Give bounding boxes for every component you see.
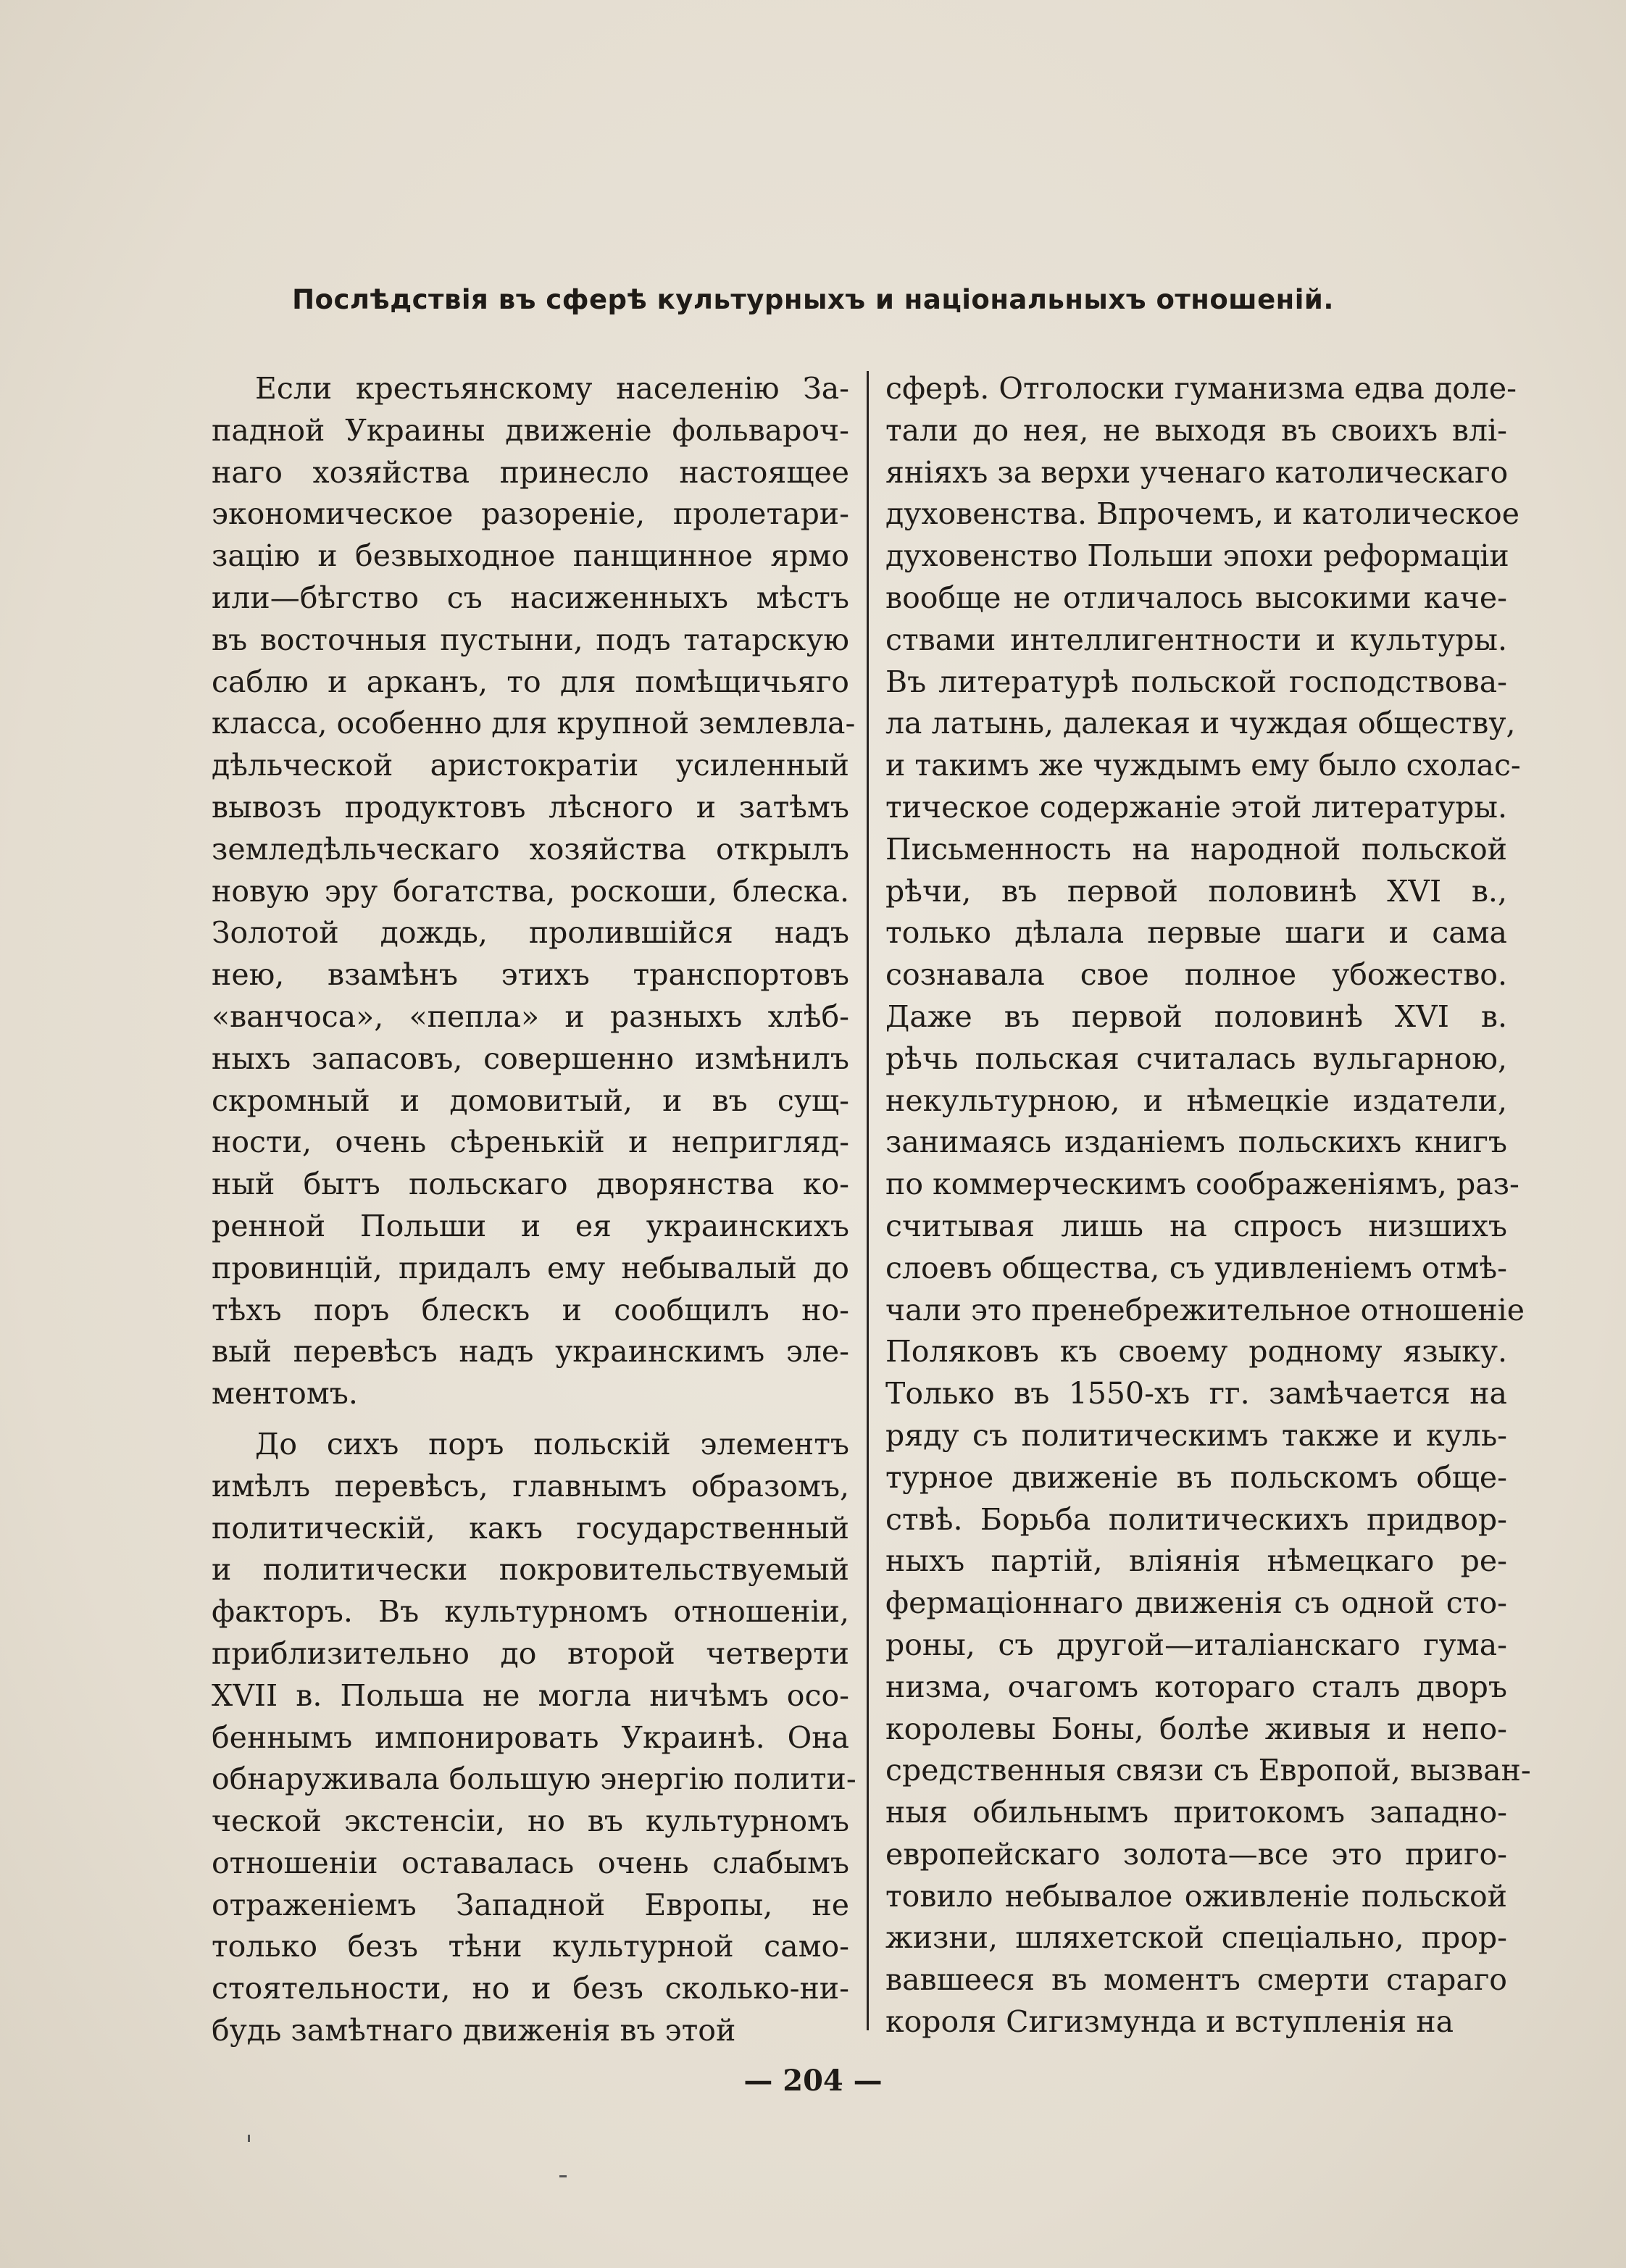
text-line: ный бытъ польскаго дворянства ко-	[212, 1167, 849, 1202]
left-column	[212, 368, 856, 2052]
text-line: только безъ тѣни культурной само-	[212, 1929, 849, 1964]
text-line: по коммерческимъ соображеніямъ, раз-	[885, 1167, 1519, 1202]
text-line: или—бѣгство съ насиженныхъ мѣстъ	[212, 580, 849, 615]
column-divider	[867, 371, 869, 2030]
text-line: Только въ 1550-хъ гг. замѣчается на	[885, 1376, 1507, 1412]
text-line: дѣльческой аристократіи усиленный	[212, 748, 849, 783]
text-line: «ванчоса», «пепла» и разныхъ хлѣб-	[212, 998, 849, 1034]
text-line: нею, взамѣнъ этихъ транспортовъ	[212, 957, 849, 993]
text-line: наго хозяйства принесло настоящее	[212, 454, 849, 490]
text-line: рѣчь польская считалась вульгарною,	[885, 1041, 1507, 1076]
text-line: короля Сигизмунда и вступленія на	[885, 2004, 1454, 2040]
text-line: яніяхъ за верхи ученаго католическаго	[885, 454, 1509, 490]
section-heading: Послѣдствія въ сферѣ культурныхъ и національныхъ отношеній.	[292, 284, 1334, 315]
text-line: класса, особенно для крупной землевла-	[212, 706, 856, 741]
text-line: скромный и домовитый, и въ сущ-	[212, 1083, 849, 1118]
text-line: ныхъ запасовъ, совершенно измѣнилъ	[212, 1041, 849, 1076]
text-line: товило небывалое оживленіе польской	[885, 1878, 1507, 1914]
text-line: будь замѣтнаго движенія въ этой	[212, 2013, 736, 2048]
text-line: отношеніи оставалась очень слабымъ	[212, 1845, 849, 1880]
text-line: приблизительно до второй четверти	[212, 1635, 849, 1671]
text-line: фермаціоннаго движенія съ одной сто-	[885, 1585, 1507, 1621]
text-line: Поляковъ къ своему родному языку.	[885, 1334, 1507, 1369]
text-line: жизни, шляхетской спеціально, прор-	[885, 1920, 1507, 1956]
text-line: ности, очень сѣренькій и непригляд-	[212, 1125, 849, 1160]
text-line: падной Украины движеніе фольвароч-	[212, 412, 849, 448]
text-line: ла латынь, далекая и чуждая обществу,	[885, 706, 1516, 741]
text-line: ствами интеллигентности и культуры.	[885, 622, 1507, 657]
text-line: XVII в. Польша не могла ничѣмъ осо-	[212, 1677, 849, 1713]
text-line: факторъ. Въ культурномъ отношеніи,	[212, 1594, 849, 1630]
text-line: тическое содержаніе этой литературы.	[885, 789, 1507, 825]
text-line: имѣлъ перевѣсъ, главнымъ образомъ,	[212, 1468, 849, 1504]
text-line: роны, съ другой—италіанскаго гума-	[885, 1627, 1507, 1662]
text-line: вообще не отличалось высокими каче-	[885, 580, 1507, 615]
text-line: турное движеніе въ польскомъ обще-	[885, 1459, 1507, 1495]
text-line: зацію и безвыходное панщинное ярмо	[212, 538, 849, 574]
text-line: рѣчи, въ первой половинѣ XVI в.,	[885, 873, 1507, 909]
text-line: новую эру богатства, роскоши, блеска.	[212, 873, 849, 909]
text-line: вый перевѣсъ надъ украинскимъ эле-	[212, 1334, 849, 1369]
text-line: тѣхъ поръ блескъ и сообщилъ но-	[212, 1292, 849, 1327]
text-line: саблю и арканъ, то для помѣщичьяго	[212, 664, 849, 699]
text-line: духовенство Польши эпохи реформаціи	[885, 538, 1509, 574]
text-line: въ восточныя пустыни, подъ татарскую	[212, 622, 849, 657]
text-line: Письменность на народной польской	[885, 831, 1507, 867]
text-line: ренной Польши и ея украинскихъ	[212, 1208, 849, 1243]
paragraph-1	[212, 368, 856, 1415]
text-line: только дѣлала первые шаги и сама	[885, 915, 1507, 951]
text-line: ческой экстенсіи, но въ культурномъ	[212, 1804, 849, 1839]
text-line: королевы Боны, болѣе живыя и непо-	[885, 1711, 1507, 1746]
text-line: занимаясь изданіемъ польскихъ книгъ	[885, 1125, 1507, 1160]
text-line: ныхъ партій, вліянія нѣмецкаго ре-	[885, 1543, 1507, 1579]
text-line: средственныя связи съ Европой, вызван-	[885, 1753, 1531, 1788]
text-line: чали это пренебрежительное отношеніе	[885, 1292, 1525, 1327]
right-column	[885, 368, 1531, 2043]
text-line: ствѣ. Борьба политическихъ придвор-	[885, 1501, 1507, 1537]
text-line: Золотой дождь, пролившійся надъ	[212, 915, 849, 951]
text-line: До сихъ поръ польскій элементъ	[255, 1426, 849, 1462]
text-line: сознавала свое полное убожество.	[885, 957, 1507, 993]
text-line: вывозъ продуктовъ лѣсного и затѣмъ	[212, 789, 849, 825]
text-line: Если крестьянскому населенію За-	[255, 371, 849, 406]
text-line: провинцій, придалъ ему небывалый до	[212, 1250, 849, 1285]
text-line: отраженіемъ Западной Европы, не	[212, 1887, 849, 1922]
paper-speck	[248, 2135, 250, 2142]
text-line: духовенства. Впрочемъ, и католическое	[885, 496, 1519, 532]
text-line: ментомъ.	[212, 1376, 358, 1412]
text-line: экономическое разореніе, пролетари-	[212, 496, 849, 532]
text-line: европейскаго золота—все это приго-	[885, 1836, 1507, 1872]
text-line: Въ литературѣ польской господствова-	[885, 664, 1507, 699]
text-line: и такимъ же чуждымъ ему было схолас-	[885, 748, 1521, 783]
text-line: ряду съ политическимъ также и куль-	[885, 1417, 1507, 1453]
text-line: некультурною, и нѣмецкіе издатели,	[885, 1083, 1507, 1118]
text-line: низма, очагомъ котораго сталъ дворъ	[885, 1669, 1507, 1704]
text-line: сферѣ. Отголоски гуманизма едва доле-	[885, 371, 1517, 406]
text-line: вавшееся въ моментъ смерти стараго	[885, 1962, 1507, 1998]
text-line: считывая лишь на спросъ низшихъ	[885, 1208, 1507, 1243]
paper-speck	[559, 2175, 567, 2177]
paragraph-2	[212, 1424, 856, 2052]
text-line: политическій, какъ государственный	[212, 1510, 849, 1546]
text-line: земледѣльческаго хозяйства открылъ	[212, 831, 849, 867]
text-line: слоевъ общества, съ удивленіемъ отмѣ-	[885, 1250, 1507, 1285]
text-line: беннымъ импонировать Украинѣ. Она	[212, 1719, 849, 1755]
text-line: Даже въ первой половинѣ XVI в.	[885, 998, 1507, 1034]
text-line: стоятельности, но и безъ сколько-ни-	[212, 1971, 849, 2006]
paragraph-continuation	[885, 368, 1531, 2043]
text-line: ныя обильнымъ притокомъ западно-	[885, 1795, 1507, 1830]
text-line: и политически покровительствуемый	[212, 1552, 849, 1588]
page-number: — 204 —	[743, 2064, 883, 2098]
text-line: тали до нея, не выходя въ своихъ влі-	[885, 412, 1507, 448]
text-line: обнаруживала большую энергію полити-	[212, 1762, 856, 1797]
